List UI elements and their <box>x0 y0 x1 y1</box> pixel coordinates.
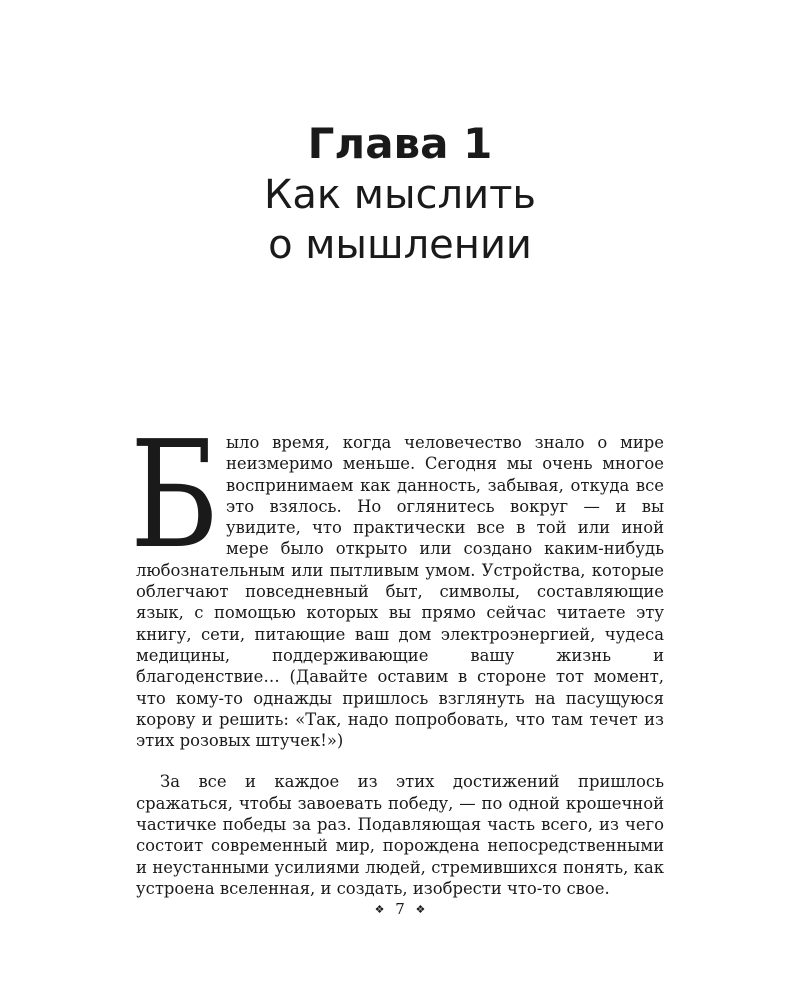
chapter-title-line2: о мышлении <box>268 222 532 268</box>
page-footer <box>0 900 800 918</box>
paragraph-1 <box>130 409 664 751</box>
chapter-heading <box>0 118 800 270</box>
paragraph-2: За все и каждое из этих достижений пришлось сражаться, чтобы завоевать победу, — по одной крошечной частичке победы за раз. Подавляющая часть всего, из чего состоит современный мир, порождена непосредственными и неустанными усилиями людей, стремившихся понять, как устроена вселенная, и создать, изобрести что-то свое. <box>136 772 664 898</box>
chapter-body <box>130 409 664 899</box>
ornament-left-icon: ❖ <box>374 903 385 916</box>
chapter-title-line1: Как мыслить <box>264 172 536 218</box>
drop-cap: Б <box>130 409 220 581</box>
ornament-right-icon: ❖ <box>415 903 426 916</box>
paragraph-1-text: ыло время, когда человечество знало о мире неизмеримо меньше. Сегодня мы очень многое воспринимаем как данность, забывая, откуда все это взялось. Но оглянитесь вокруг — и вы увидите, что практически все в той или иной мере было открыто или создано каким-нибудь любознательным или пытливым умом. Устройства, которые облегчают повседневный быт, символы, составляющие язык, с помощью которых вы прямо сейчас читаете эту книгу, сети, питающие ваш дом электроэнергией, чудеса медицины, поддерживающие вашу жизнь и благоденствие… (Давайте оставим в стороне тот момент, что кому-то однажды пришлось взглянуть на пасущуюся корову и решить: «Так, надо попробовать, что там течет из этих розовых штучек!») <box>136 433 664 751</box>
chapter-number: Глава 1 <box>307 119 493 168</box>
page-number: 7 <box>395 900 405 918</box>
